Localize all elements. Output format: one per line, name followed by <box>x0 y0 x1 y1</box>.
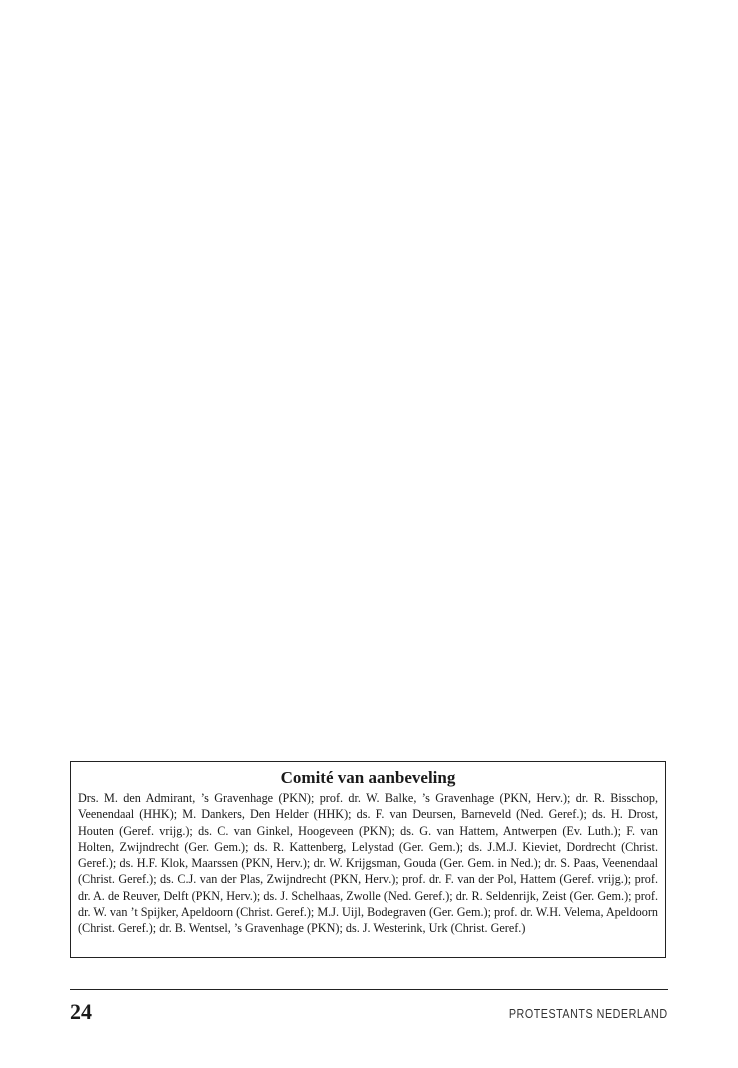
committee-members-text: Drs. M. den Admirant, ’s Gravenhage (PKN); prof. dr. W. Balke, ’s Gravenhage (PKN, Herv.); dr. R. Bisschop, Veenendaal (HHK); M. Dankers, Den Helder (HHK); ds. F. van Deursen, Barneveld (Ned. Geref.); ds. H. Drost, Houten (Geref. vrijg.); ds. C. van Ginkel, Hoogeveen (PKN); ds. G. van Hattem, Antwerpen (Ev. Luth.); F. van Holten, Zwijndrecht (Ger. Gem.); ds. R. Kattenberg, Lelystad (Ger. Gem.); ds. J.M.J. Kieviet, Dordrecht (Christ. Geref.); ds. H.F. Klok, Maarssen (PKN, Herv.); dr. W. Krijgsman, Gouda (Ger. Gem. in Ned.); dr. S. Paas, Veenendaal (Christ. Geref.); ds. C.J. van der Plas, Zwijndrecht (PKN, Herv.); prof. dr. F. van der Pol, Hattem (Geref. vrijg.); prof. dr. A. de Reuver, Delft (PKN, Herv.); ds. J. Schelhaas, Zwolle (Ned. Geref.); dr. R. Seldenrijk, Zeist (Ger. Gem.); prof. dr. W. van ’t Spijker, Apeldoorn (Christ. Geref.); M.J. Uijl, Bodegraven (Ger. Gem.); prof. dr. W.H. Velema, Apeldoorn (Christ. Geref.); dr. B. Wentsel, ’s Gravenhage (PKN); ds. J. Westerink, Urk (Christ. Geref.) <box>78 791 658 936</box>
committee-box <box>70 761 666 958</box>
footer-rule <box>70 989 668 990</box>
committee-title: Comité van aanbeveling <box>280 768 456 787</box>
running-footer-title: PROTESTANTS NEDERLAND <box>509 1007 668 1021</box>
page-number: 24 <box>70 999 92 1024</box>
